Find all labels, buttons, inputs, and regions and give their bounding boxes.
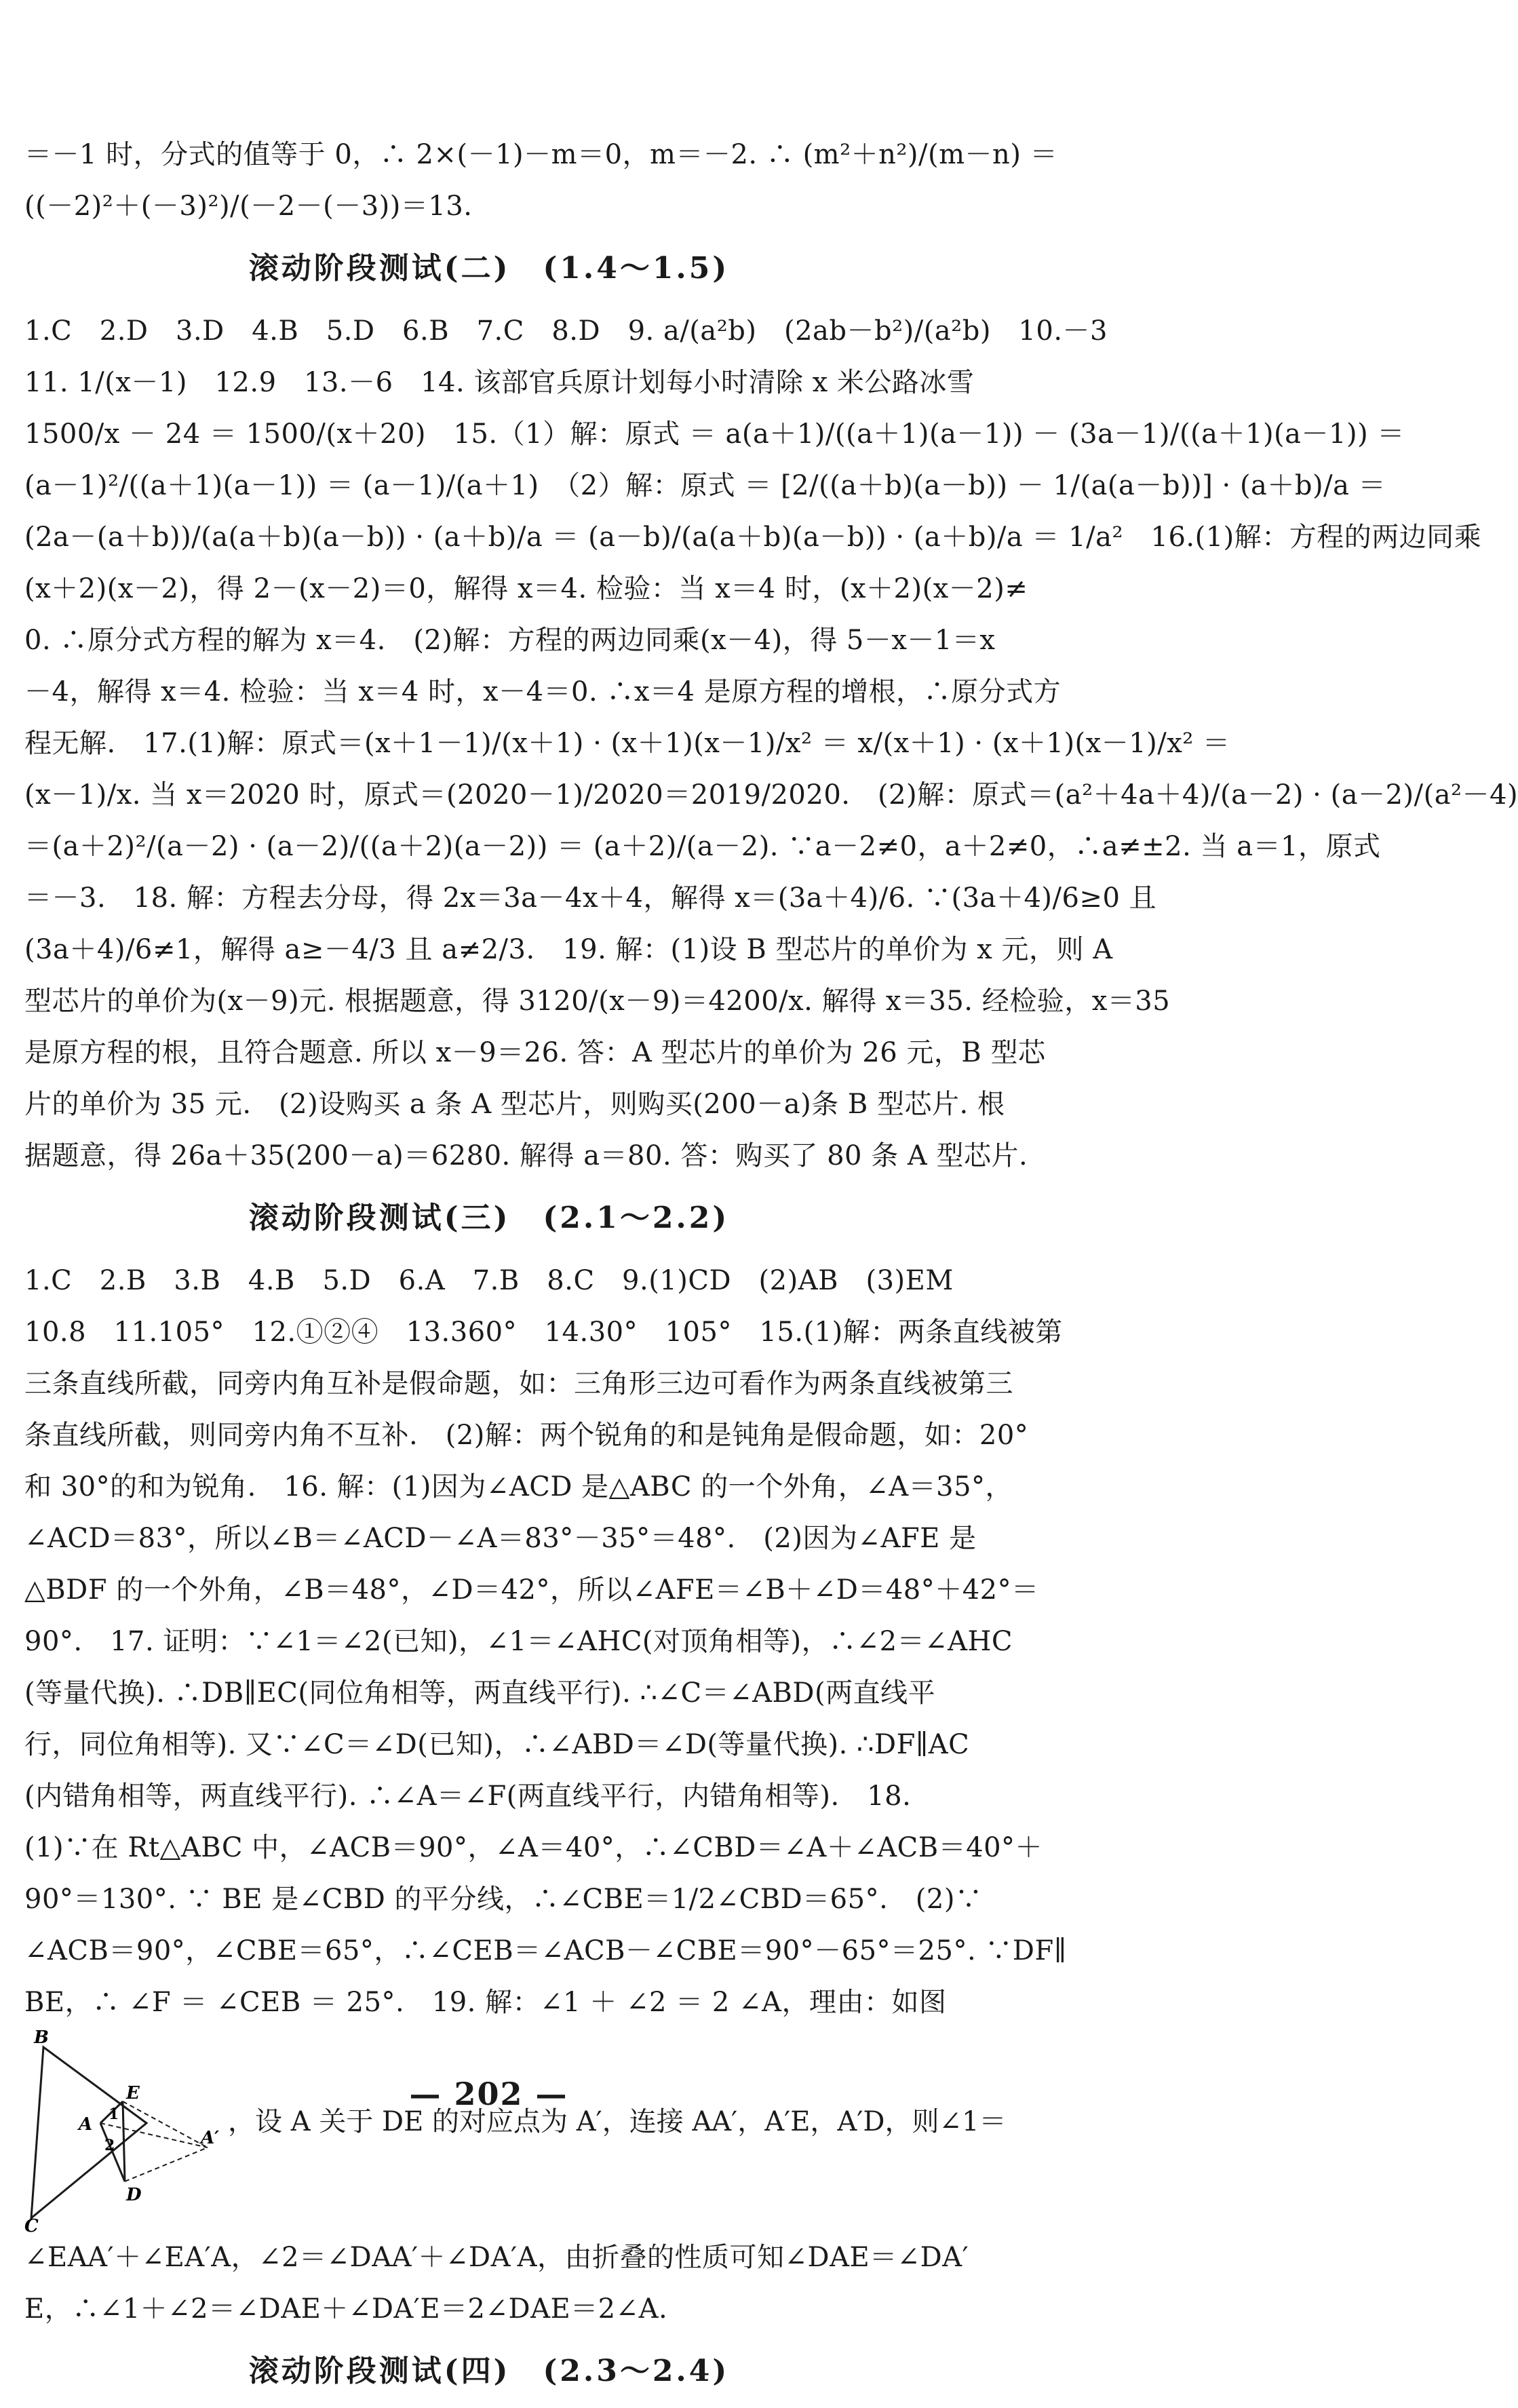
page-number: — 202 — — [409, 2076, 568, 2112]
text-line: ＝－1 时，分式的值等于 0，∴ 2×(－1)－m＝0，m＝－2. ∴ (m²＋n²)/(m－n) ＝ — [24, 139, 1058, 170]
text-line: ∠EAA′＋∠EA′A，∠2＝∠DAA′＋∠DA′A，由折叠的性质可知∠DAE＝∠DA′ — [24, 2242, 969, 2273]
text-line: ((－2)²＋(－3)²)/(－2－(－3))＝13. — [24, 191, 473, 222]
text-line: (a－1)²/((a＋1)(a－1)) ＝ (a－1)/(a＋1) （2）解：原式 ＝ [2/((a＋b)(a－b)) － 1/(a(a－b))] · (a＋b)/a ＝ — [24, 470, 1386, 501]
text-line: ∠ACD＝83°，所以∠B＝∠ACD－∠A＝83°－35°＝48°. (2)因为∠AFE 是 — [24, 1523, 977, 1554]
text-line: 条直线所截，则同旁内角不互补. (2)解：两个锐角的和是钝角是假命题，如：20° — [24, 1420, 1029, 1451]
text-line: 10.8 11.105° 12.①②④ 13.360° 14.30° 105° 15.(1)解：两条直线被第 — [24, 1317, 1063, 1348]
section-heading: 滚动阶段测试(二) (1.4～1.5) — [248, 251, 730, 286]
label-a-prime: A′ — [201, 2128, 220, 2148]
figure-side-text: ，设 A 关于 DE 的对应点为 A′，连接 AA′，A′E，A′D，则∠1＝ — [228, 2106, 1007, 2137]
text-line: (等量代换). ∴DB∥EC(同位角相等，两直线平行). ∴∠C＝∠ABD(两直线平 — [24, 1677, 936, 1709]
folding-triangle-figure — [24, 2027, 228, 2236]
section-heading: 滚动阶段测试(四) (2.3～2.4) — [248, 2354, 730, 2388]
text-line: 0. ∴原分式方程的解为 x＝4. (2)解：方程的两边同乘(x－4)，得 5－x－1＝x — [24, 625, 996, 656]
text-line: (x＋2)(x－2)，得 2－(x－2)＝0，解得 x＝4. 检验：当 x＝4 时，(x＋2)(x－2)≠ — [24, 573, 1028, 604]
text-line: 是原方程的根，且符合题意. 所以 x－9＝26. 答：A 型芯片的单价为 26 元，B 型芯 — [24, 1037, 1046, 1068]
text-line: 型芯片的单价为(x－9)元. 根据题意，得 3120/(x－9)＝4200/x. 解得 x＝35. 经检验，x＝35 — [24, 986, 1171, 1017]
section-heading: 滚动阶段测试(三) (2.1～2.2) — [248, 1201, 730, 1235]
text-line: 片的单价为 35 元. (2)设购买 a 条 A 型芯片，则购买(200－a)条 B 型芯片. 根 — [24, 1089, 1005, 1120]
text-line: E，∴∠1＋∠2＝∠DAE＋∠DA′E＝2∠DAE＝2∠A. — [24, 2293, 668, 2325]
text-line: (内错角相等，两直线平行). ∴∠A＝∠F(两直线平行，内错角相等). 18. — [24, 1781, 912, 1812]
figure-row — [24, 2027, 1007, 2236]
text-line: 行，同位角相等). 又∵∠C＝∠D(已知)，∴∠ABD＝∠D(等量代换). ∴DF∥AC — [24, 1729, 970, 1760]
text-line: 程无解. 17.(1)解：原式＝(x＋1－1)/(x＋1) · (x＋1)(x－1)/x² ＝ x/(x＋1) · (x＋1)(x－1)/x² ＝ — [24, 728, 1230, 759]
text-line: △BDF 的一个外角，∠B＝48°，∠D＝42°，所以∠AFE＝∠B＋∠D＝48°＋42°＝ — [24, 1574, 1039, 1606]
fold-line — [123, 2101, 125, 2181]
section-2-body — [24, 305, 1518, 1182]
section-3-body — [24, 1255, 1067, 2028]
text-line: (x－1)/x. 当 x＝2020 时，原式＝(2020－1)/2020＝2019/2020. (2)解：原式＝(a²＋4a＋4)/(a－2) · (a－2)/(a²－4) — [24, 779, 1518, 811]
dashed-line — [100, 2123, 208, 2148]
text-line: －4，解得 x＝4. 检验：当 x＝4 时，x－4＝0. ∴x＝4 是原方程的增根，∴原分式方 — [24, 676, 1062, 707]
label-angle-1: 1 — [109, 2105, 119, 2123]
text-line: 据题意，得 26a＋35(200－a)＝6280. 解得 a＝80. 答：购买了 80 条 A 型芯片. — [24, 1140, 1028, 1171]
text-line: (1)∵在 Rt△ABC 中，∠ACB＝90°，∠A＝40°，∴∠CBD＝∠A＋∠ACB＝40°＋ — [24, 1832, 1043, 1863]
page-content — [24, 129, 1518, 2408]
section-3-conclusion — [24, 2232, 969, 2335]
dashed-line — [125, 2148, 208, 2181]
text-line: 90°. 17. 证明：∵∠1＝∠2(已知)，∠1＝∠AHC(对顶角相等)，∴∠2＝∠AHC — [24, 1626, 1013, 1657]
text-line: ＝－3. 18. 解：方程去分母，得 2x＝3a－4x＋4，解得 x＝(3a＋4)/6. ∵(3a＋4)/6≥0 且 — [24, 882, 1157, 914]
label-a: A — [79, 2114, 93, 2135]
text-line: BE，∴ ∠F ＝ ∠CEB ＝ 25°. 19. 解：∠1 ＋ ∠2 ＝ 2 ∠A，理由：如图 — [24, 1987, 947, 2018]
text-line: 1.C 2.D 3.D 4.B 5.D 6.B 7.C 8.D 9. a/(a²b) (2ab－b²)/(a²b) 10.－3 — [24, 315, 1108, 347]
label-b: B — [34, 2027, 49, 2048]
text-line: 三条直线所截，同旁内角互补是假命题，如：三角形三边可看作为两条直线被第三 — [24, 1368, 1013, 1399]
text-line: ＝(a＋2)²/(a－2) · (a－2)/((a＋2)(a－2)) ＝ (a＋2)/(a－2). ∵a－2≠0，a＋2≠0，∴a≠±2. 当 a＝1，原式 — [24, 831, 1381, 862]
label-e: E — [126, 2083, 140, 2103]
label-d: D — [126, 2185, 142, 2205]
label-angle-2: 2 — [104, 2137, 115, 2154]
text-line: 1500/x － 24 ＝ 1500/(x＋20) 15.（1）解：原式 ＝ a(a＋1)/((a＋1)(a－1)) － (3a－1)/((a＋1)(a－1)) ＝ — [24, 419, 1405, 450]
text-line: (3a＋4)/6≠1，解得 a≥－4/3 且 a≠2/3. 19. 解：(1)设 B 型芯片的单价为 x 元，则 A — [24, 934, 1113, 965]
label-c: C — [24, 2216, 39, 2236]
text-line: 和 30°的和为锐角. 16. 解：(1)因为∠ACD 是△ABC 的一个外角，∠A＝35°， — [24, 1471, 1013, 1502]
text-line: (2a－(a＋b))/(a(a＋b)(a－b)) · (a＋b)/a ＝ (a－b)/(a(a＋b)(a－b)) · (a＋b)/a ＝ 1/a² 16.(1)解：方程的两边同乘 — [24, 522, 1482, 553]
text-line: 90°＝130°. ∵ BE 是∠CBD 的平分线，∴∠CBE＝1/2∠CBD＝65°. (2)∵ — [24, 1884, 983, 1915]
text-line: 11. 1/(x－1) 12.9 13.－6 14. 该部官兵原计划每小时清除 x 米公路冰雪 — [24, 367, 975, 398]
text-line: 1.C 2.B 3.B 4.B 5.D 6.A 7.B 8.C 9.(1)CD (2)AB (3)EM — [24, 1265, 954, 1296]
text-line: ∠ACB＝90°，∠CBE＝65°，∴∠CEB＝∠ACB－∠CBE＝90°－65°＝25°. ∵DF∥ — [24, 1935, 1067, 1966]
